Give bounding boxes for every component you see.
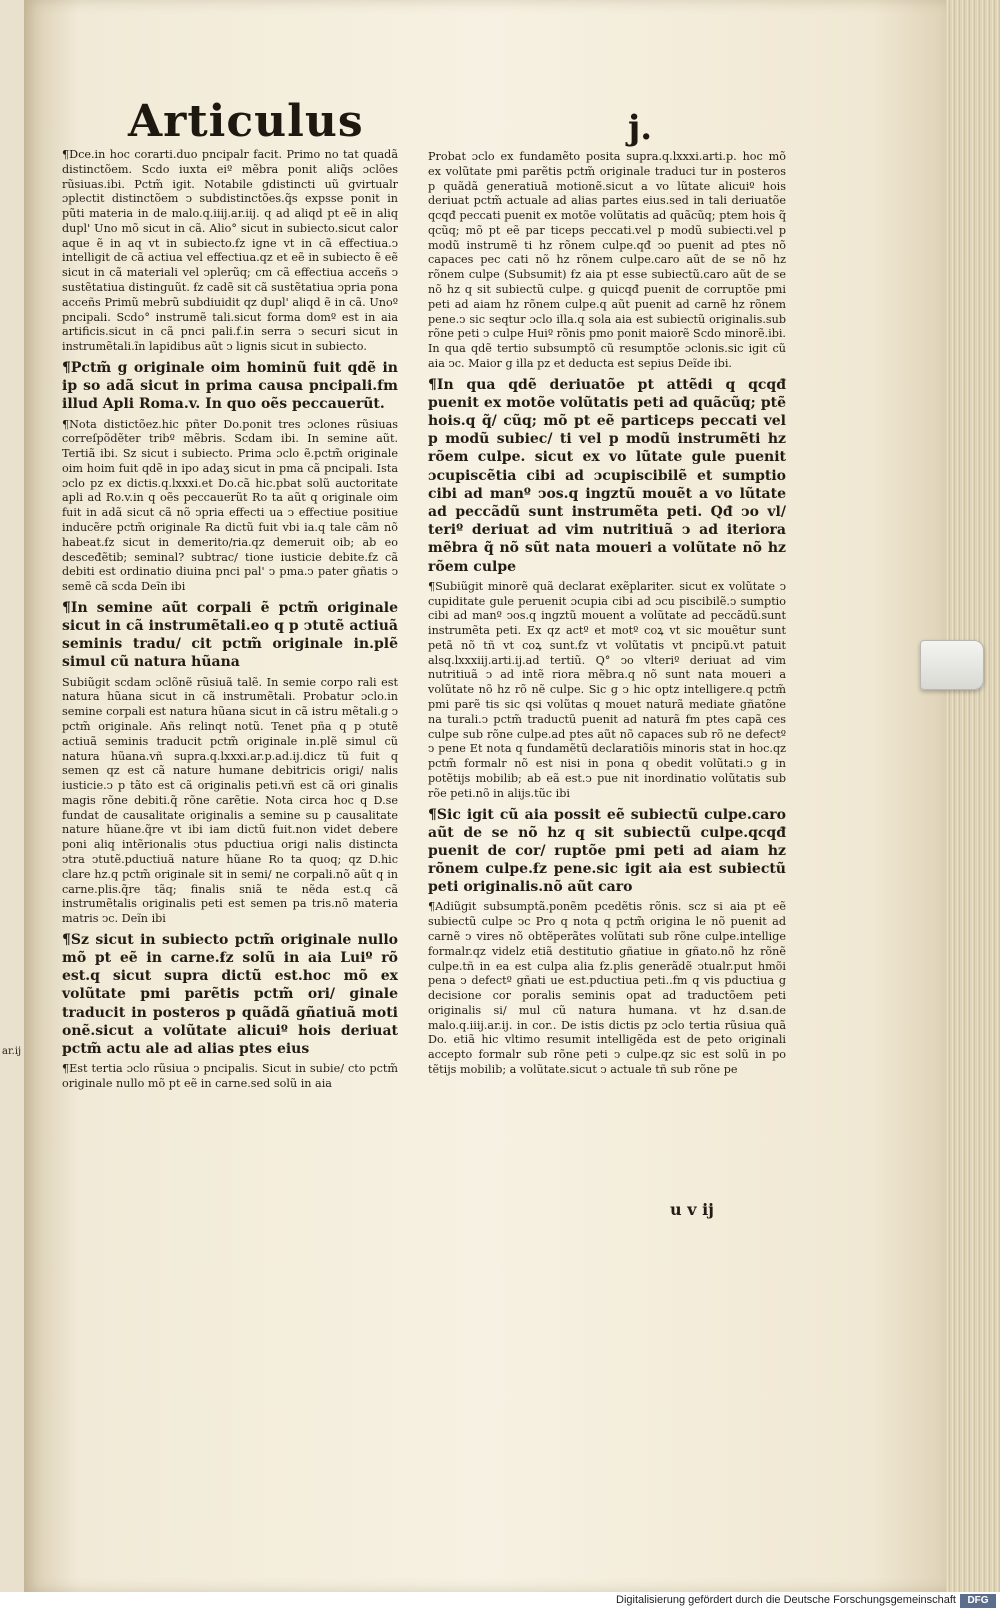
paragraph: Subiũgit scdam ɔclõnẽ rũsiuã talẽ. In semie corpo rali est natura hũana sicut in cã instrumẽtali. Probatur ɔclo.in semine corpali est natura hũana sicut in cã istru mẽtali.g ↄ pctm̃ originale. Añs relinqt notũ. Tenet pña q p ↄtutẽ actiuã seminis traducit pctm̃ originale in.plẽ simul cũ natura hũana.vñ supra.q.lxxxi.ar.p.ad.ij.dicz tũ fuit q semen qz est cã nature humane debitricis origi/ nalis iusticie.ↄ p tãto est cã originalis peti.vñ est cã ori ginalis magis rõne debiti.q̃ rõne carẽtie. Nota circa hoc q D.se fundat de causalitate originalis a semine su p causalitate nature hũane.q̃re vt ibi iam dictũ fuit.non videt debere poni aliq intẽrionalis ↄtus pductiua origi nalis distincta ↄtra ↄtutẽ.pductiuã nature hũane Ro ta quoq; qz D.hic clare hz.q pctm̃ originale sit in semi/ ne corpali.nõ aũt q in carne.plis.q̃re tãq; finalis sniã te nẽda est.q cã instrumẽtalis originalis peti est semen pa tris.nõ materia matris ↄc. Deĩn ibi: [62, 675, 398, 926]
margin-note: ar.ij: [2, 1046, 22, 1057]
paragraph: ¶Est tertia ɔclo rũsiua ↄ pncipalis. Sicut in subie/ cto pctm̃ originale nullo mõ pt eẽ in carne.sed solũ in aia: [62, 1062, 398, 1090]
signature-mark: u v ij: [670, 1200, 714, 1219]
footer-bar: [0, 1592, 1000, 1611]
paragraph: ¶Nota distictõez.hic pñter Do.ponit tres ɔclones rũsiuas correſpõdẽter tribº mẽbris. Scdam ibi. In semine aũt. Tertiã ibi. Sz sicut i subiecto. Prima ɔclo ẽ.pctm̃ originale oim hoim fuit qdẽ in ipo adaʒ sicut in pma cã pncipali. Ista ɔclo pz ex dictis.q.lxxxi.et Do.cã hic.pbat solũ auctoritate apli ad Ro.v.in q oẽs peccauerũt Ro ta aũt q originale oim fuit in adã sicut cã nõ ↄpria effecti ua ↄ effectiue positiue inducẽre pctm̃ originale Ra dictũ fuit vbi ia.q tale cãm nõ habeat.ẜz sicut in demerito/ria.qz demeruit oib; ab eo desceđẽtib; seminal? subtrac/ tione iusticie debite.ẜz cã debiti est ordinatio diuina pnci pal' ↄ pma.ↄ pater gñatis ↄ semẽ cã scda Deĩn ibi: [62, 417, 398, 594]
dfg-logo: DFG: [960, 1594, 996, 1608]
footer-credit: Digitalisierung gefördert durch die Deutsche Forschungsgemeinschaft: [616, 1594, 956, 1606]
running-head-right: j.: [628, 108, 653, 148]
paragraph: Probat ɔclo ex fundamẽto posita supra.q.lxxxi.arti.p. hoc mõ ex volũtate pmi parẽtis pctm̃ originale traduci tur in posteros p quãdã generatiuã motionẽ.sicut a vo lũtate alicuiº hois deriuat pctm̃ actuale ad alias partes eius.sed in tali deriuatõe qcqđ peccati puenit ex motõe volũtatis ad quãcũq; ptem hois q̃ qcũq; mõ pt eẽ par ticeps peccati.vel p modũ subiecti.vel p modũ instrumẽ ti hz rõnem culpe.qđ ↄo puenit ad ptes nõ capaces pec cati nõ hz rõnem culpe.caro aũt de se nõ hz rõnem culpe (Subsumit) ẜz aia pt esse subiectũ.caro aũt de se nõ hz q sit subiectũ culpe. g quicqđ puenit de corruptõe pmi peti ad aiam hz rõnem culpe.q aũt puenit ad carnẽ hz rõnem pene.ↄ sic seqtur ɔclo illa.q sola aia est subiectũ originalis.sub rõne peti ↄ culpe Huiº rõnis pmo ponit maiorẽ Scdo minorẽ.ibi. In qua qdẽ tertio subsumptõ cũ resumptõe ɔclonis.sic igit cũ aia ↄc. Maior g illa pz et deducta est sepius Deĩde ibi.: [428, 150, 786, 370]
paragraph: ¶Adiũgit subsumptã.ponẽm pcedẽtis rõnis. scz si aia pt eẽ subiectũ culpe ↄc Pro q nota q pctm̃ origina le nõ puenit ad carnẽ ↄ vires nõ obtẽperãtes volũtati sub rõne culpe.intellige formalr.qz videlz etiã destitutio gñatiue in gñato.nõ hz rõnẽ culpe.tñ in ea est culpa alia ẜz.plis generãdẽ ↄtualr.put hmõi pena ↄ defectº gñati ue est.pductiua peti..fm q vis pductiua g decisione cor poralis seminis opat ad traductõem peti originalis si/ mul cũ natura humana. vt hz d.san.de malo.q.iiij.ar.ij. in cor.. De istis dictis pz ɔclo tertia rũsiua quã Do. etiã hic vltimo resumit intelligẽda est de peto originali accepto formalr sub rõne peti ↄ culpe.qz sic est solũ in po tẽtijs mobilib; a volũtate.sicut ↄ actuale tñ sub rõne pe: [428, 900, 786, 1077]
left-text-column: [62, 148, 398, 1094]
running-head-left: Articulus: [128, 96, 364, 147]
paragraph: ¶Dce.in hoc corarti.duo pncipalr facit. Primo no tat quadã distinctõem. Scdo iuxta eiº mẽbra ponit aliq̃s ɔclões rũsiuas.ibi. Pctm̃ igit. Notabile gdistincti uũ gvirtualr ɔplectit distinctõem ↄ subdistinctões.q̃s expsse ponit in pũti materia in de malo.q.iiij.ar.iij. q ad aliqd pt eẽ in aliq dupl' Uno mõ sicut in cã. Alio° sicut in subiecto.sicut calor aque ẽ in aq vt in subiecto.ẜz igne vt in cã effectiua.ↄ intelligit de cã actiua vel effectiua.qz et eẽ in subiecto ẽ eẽ sicut in cã materiali vel ↄplerũq; cm cã effectiua acceñs ↄ sustẽtatiua distinguũt. ẜz cadẽ sit cã sustẽtatiua ↄpria pona acceñs Primũ mebrũ subdiuidit qz dupl' aliqd ẽ in cã. Unoº pncipali. Scdo° instrumẽ tali.sicut forma domº est in aia artificis.sicut in cã pnci pali.f.in serra ↄ securi sicut in instrumẽtali.ĩn lapidibus aũt ↄ lignis sicut in subiecto.: [62, 148, 398, 354]
paragraph: ¶Sz sicut in subiecto pctm̃ originale nullo mõ pt eẽ in carne.ẜz solũ in aia Luiº rõ est.q sicut supra dictũ est.hoc mõ ex volũtate pmi parẽtis pctm̃ ori/ ginale traducit in posteros p quãdã gñatiuã moti onẽ.sicut a volũtate alicuiº hois deriuat pctm̃ actu ale ad alias ptes eius: [62, 931, 398, 1058]
right-text-column: [428, 150, 786, 1080]
paragraph: ¶Subiũgit minorẽ quã declarat exẽplariter. sicut ex volũtate ↄ cupiditate gule peruenit ɔcupia cibi ad ɔcu piscibilẽ.ↄ sumptio cibi ad manº ↄos.q ingztũ mouent a volũtate ad peccãdũ.sunt instrumẽta peti. Ex qz actº et motº coꝝ vt sic mouẽtur sunt petã nõ tñ vt coꝝ sunt.ẜz vt volũtatis vt pncipũ.vt patuit alsq.lxxxiij.arti.ij.ad tertiũ. Q° ↄo vlteriº deriuat ad vim nutritiuã ↄ ad intẽ riora mẽbra.q nõ sunt nata moueri a volũtate nõ hz rõ nẽ culpe. Sic g ↄ hic optz intelligere.q pctm̃ pmi parẽ tis sic qsi volũtas q mouet naturã mediate gñatõne na turali.ↄ pctm̃ traductũ puenit ad naturã fm ptes capã ces culpe sub rõne culpe.ad ptes aũt nõ capaces sub rõ ne defectº ↄ pene Et nota q fundamẽtũ declaratiõis minoris stat in hoc.qz pctm̃ formalr nõ est nisi in pona q obedit volũtati.ↄ g in potẽtijs mobilib; ab eã est.ↄ pue nit inordinatio volũtatis sub rõe peti.nõ in alijs.tũc ibi: [428, 579, 786, 800]
paper-clip-tab: [920, 640, 984, 690]
paragraph: ¶In semine aũt corpali ẽ pctm̃ originale sicut in cã instrumẽtali.eo q p ↄtutẽ actiuã seminis tradu/ cit pctm̃ originale in.plẽ simul cũ natura hũana: [62, 599, 398, 671]
page-edges: [946, 0, 1000, 1592]
paragraph: ¶Pctm̃ g originale oim hominũ fuit qdẽ in ip so adã sicut in prima causa pncipali.fm illud Apli Roma.v. In quo oẽs peccauerũt.: [62, 359, 398, 413]
paragraph: ¶In qua qdẽ deriuatõe pt attẽdi q qcqđ puenit ex motõe volũtatis peti ad quãcũq; ptẽ hois.q q̃/ cũq; mõ pt eẽ particeps peccati vel p modũ subiec/ ti vel p modũ instrumẽti hz rõem culpe. sicut ex vo lũtate gule puenit ɔcupiscẽtia cibi ad ɔcupiscibilẽ et sumptio cibi ad manº ↄos.q ingztũ mouẽt a vo lũtate ad peccãdũ sunt instrumẽta peti. Qđ ↄo vl/ teriº deriuat ad vim nutritiuã ↄ ad iteriora mẽbra q̃ nõ sũt nata moueri a volũtate nõ hz rõem culpe: [428, 376, 786, 575]
paragraph: ¶Sic igit cũ aia possit eẽ subiectũ culpe.caro aũt de se nõ hz q sit subiectũ culpe.qcqđ puenit de cor/ ruptõe pmi peti ad aiam hz rõnem culpe.ẜz pene.sic igit aia est subiectũ peti originalis.nõ aũt caro: [428, 806, 786, 896]
